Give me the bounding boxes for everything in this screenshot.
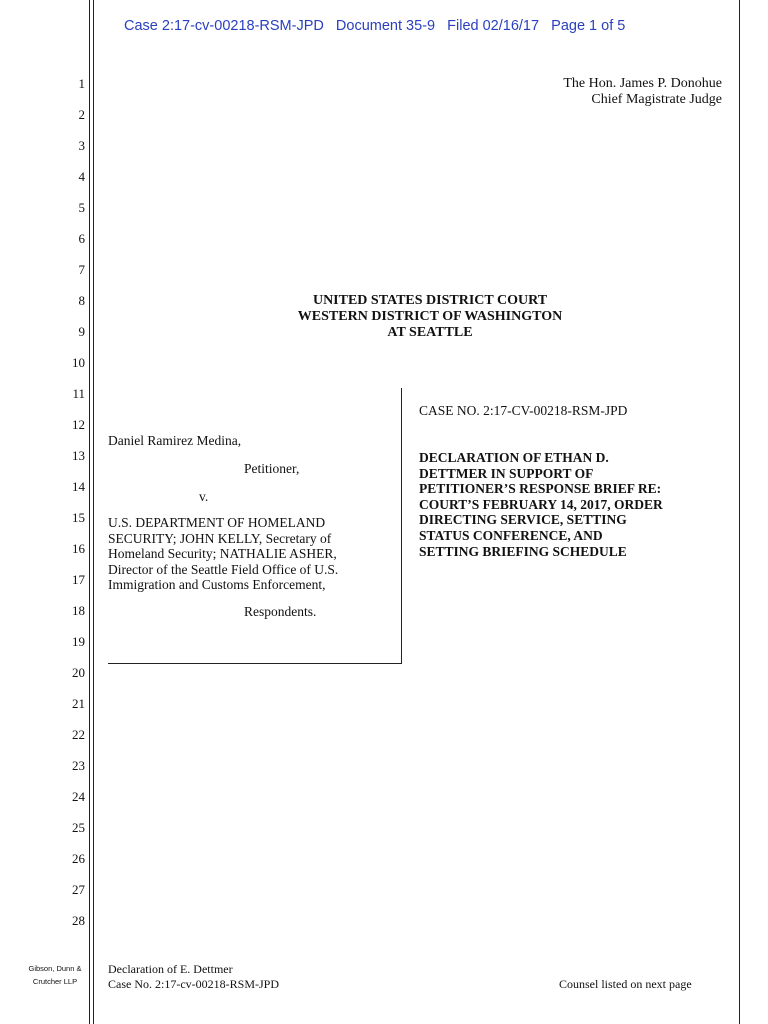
line-number: 21 xyxy=(72,696,85,711)
firm-name xyxy=(22,962,88,988)
line-number: 20 xyxy=(72,665,85,680)
document-title-line: DETTMER IN SUPPORT OF xyxy=(419,465,594,481)
court-district: WESTERN DISTRICT OF WASHINGTON xyxy=(297,309,563,324)
respondents-role: Respondents. xyxy=(244,604,317,619)
line-number: 10 xyxy=(72,355,85,370)
respondents-line: Immigration and Customs Enforcement, xyxy=(108,577,326,592)
line-number: 25 xyxy=(72,820,85,835)
line-number: 24 xyxy=(72,789,85,804)
line-number: 6 xyxy=(78,231,85,246)
document-title xyxy=(419,450,719,559)
respondents-block xyxy=(108,515,398,593)
line-number: 18 xyxy=(72,603,85,618)
judge-name: The Hon. James P. Donohue xyxy=(563,76,722,91)
footer-counsel-note: Counsel listed on next page xyxy=(559,977,692,991)
caption-box-right-rule xyxy=(401,388,402,664)
line-number: 1 xyxy=(78,76,85,91)
judge-block xyxy=(563,76,722,108)
line-number: 8 xyxy=(78,293,85,308)
document-title-line: DIRECTING SERVICE, SETTING xyxy=(419,512,627,528)
line-number: 11 xyxy=(72,386,85,401)
versus: v. xyxy=(199,489,209,504)
respondents-line: Director of the Seattle Field Office of U.S. xyxy=(108,561,339,577)
line-number: 4 xyxy=(78,169,85,184)
footer-doc-name: Declaration of E. Dettmer xyxy=(108,962,233,976)
line-number: 13 xyxy=(72,448,85,463)
case-header-stamp: Case 2:17-cv-00218-RSM-JPD Document 35-9 Filed 02/16/17 Page 1 of 5 xyxy=(124,18,626,34)
court-heading xyxy=(180,293,680,341)
line-number: 3 xyxy=(78,138,85,153)
line-number: 9 xyxy=(78,324,85,339)
line-number: 27 xyxy=(72,882,85,897)
court-location: AT SEATTLE xyxy=(387,325,473,340)
right-margin-rule xyxy=(739,0,740,1024)
line-number: 23 xyxy=(72,758,85,773)
respondents-line: Homeland Security; NATHALIE ASHER, xyxy=(108,546,337,561)
line-number: 16 xyxy=(72,541,85,556)
document-title-line: SETTING BRIEFING SCHEDULE xyxy=(419,543,627,559)
respondents-line: U.S. DEPARTMENT OF HOMELAND xyxy=(108,515,326,530)
document-title-line: STATUS CONFERENCE, AND xyxy=(419,527,603,543)
case-number: CASE NO. 2:17-CV-00218-RSM-JPD xyxy=(419,403,628,418)
petitioner-role: Petitioner, xyxy=(244,461,300,476)
line-number: 7 xyxy=(78,262,85,277)
footer-left xyxy=(108,962,279,992)
line-number: 19 xyxy=(72,634,85,649)
line-number: 5 xyxy=(78,200,85,215)
judge-title: Chief Magistrate Judge xyxy=(591,92,722,107)
firm-name-line: Gibson, Dunn & xyxy=(28,964,82,973)
respondents-line: SECURITY; JOHN KELLY, Secretary of xyxy=(108,530,332,546)
line-number: 28 xyxy=(72,913,85,928)
line-number: 14 xyxy=(72,479,85,494)
line-number: 2 xyxy=(78,107,85,122)
firm-name-line: Crutcher LLP xyxy=(32,977,78,986)
document-title-line: COURT’S FEBRUARY 14, 2017, ORDER xyxy=(419,496,663,512)
left-margin-rule-2 xyxy=(93,0,94,1024)
document-title-line: DECLARATION OF ETHAN D. xyxy=(419,450,609,465)
document-title-line: PETITIONER’S RESPONSE BRIEF RE: xyxy=(419,481,662,497)
line-number: 12 xyxy=(72,417,85,432)
petitioner-name: Daniel Ramirez Medina, xyxy=(108,433,242,448)
line-number: 26 xyxy=(72,851,85,866)
line-number: 22 xyxy=(72,727,85,742)
court-name: UNITED STATES DISTRICT COURT xyxy=(312,293,548,308)
left-margin-rule-1 xyxy=(89,0,90,1024)
footer-case-number: Case No. 2:17-cv-00218-RSM-JPD xyxy=(108,977,279,991)
caption-box-bottom-rule xyxy=(108,663,402,664)
line-number: 15 xyxy=(72,510,85,525)
line-number: 17 xyxy=(72,572,85,587)
